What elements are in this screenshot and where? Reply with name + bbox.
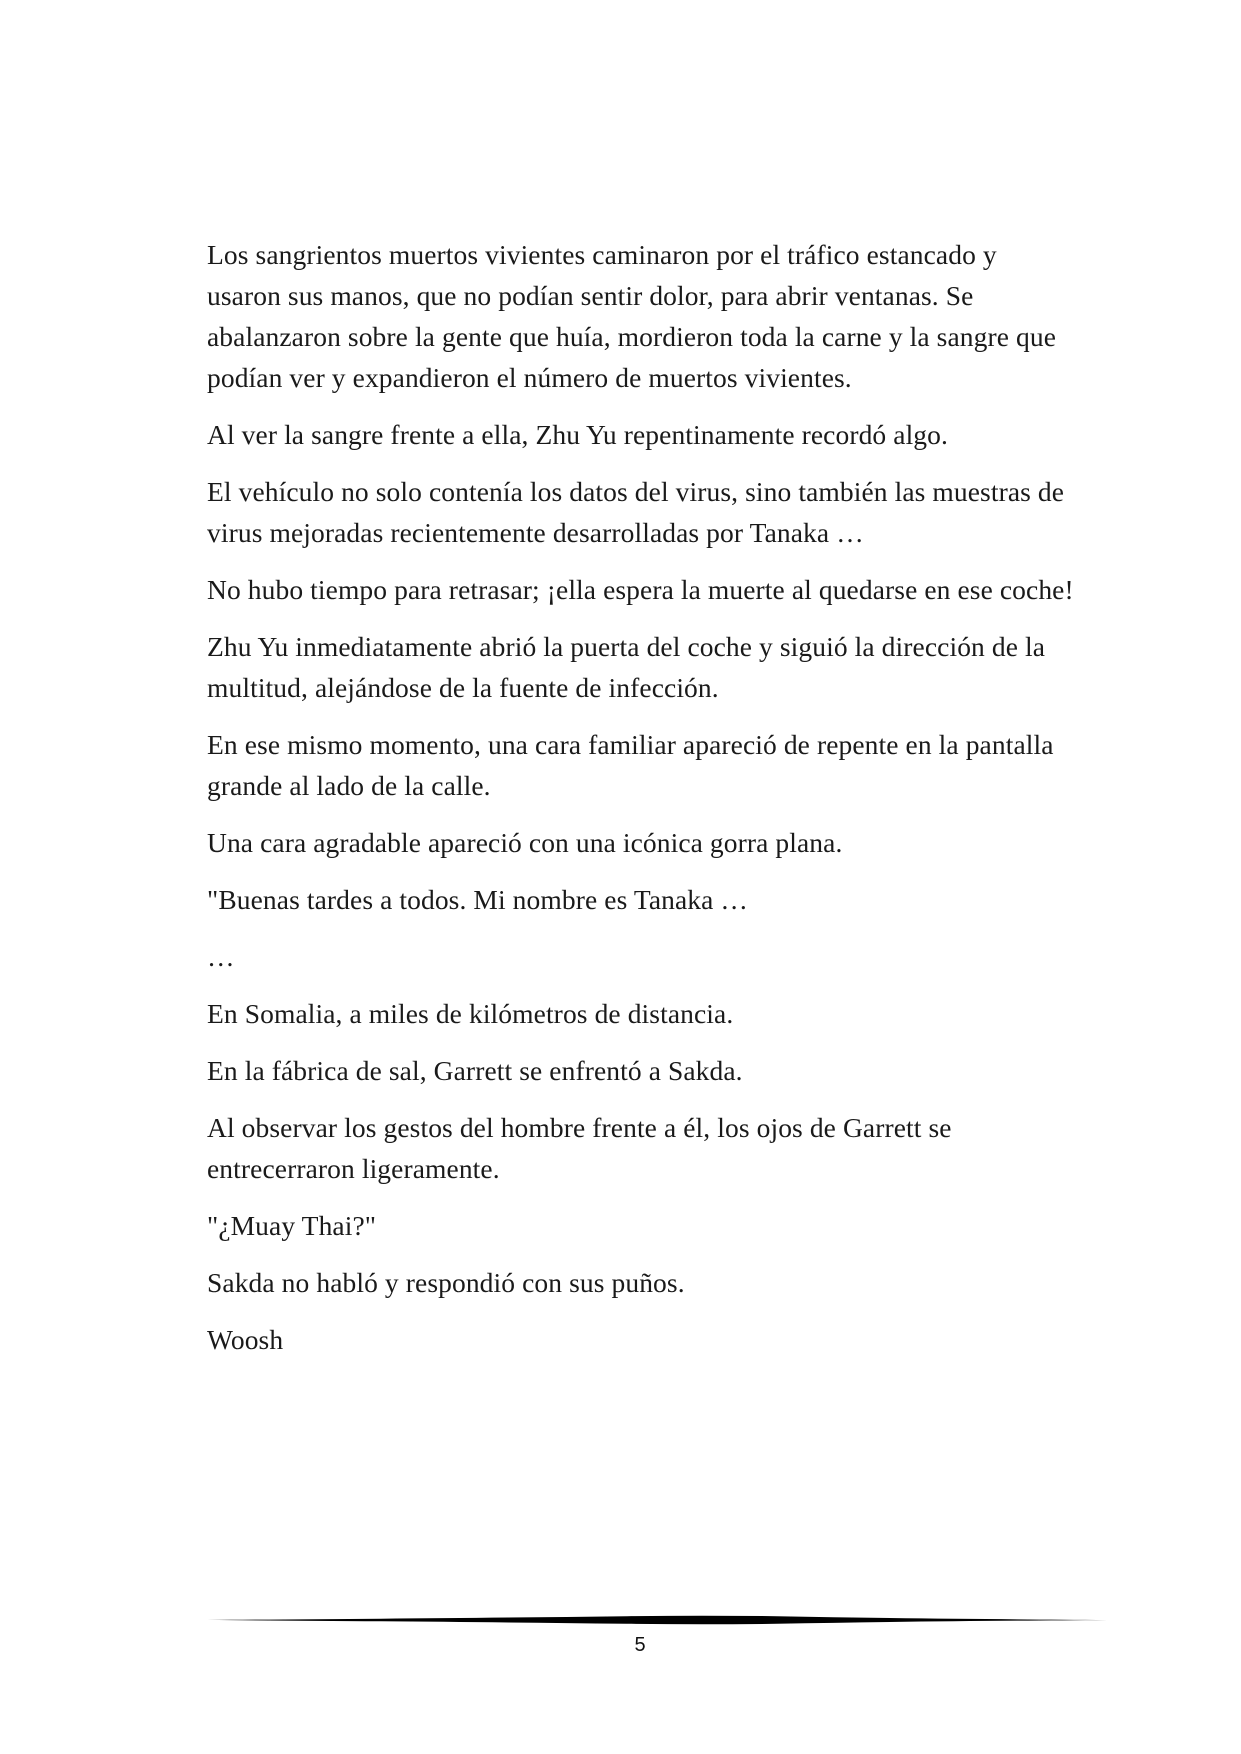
page-body [207, 234, 1077, 1376]
paragraph: No hubo tiempo para retrasar; ¡ella espera la muerte al quedarse en ese coche! [207, 574, 1074, 605]
paragraph: "Buenas tardes a todos. Mi nombre es Tanaka … [207, 884, 749, 915]
paragraph: En ese mismo momento, una cara familiar apareció de repente en la pantalla grande al lado de la calle. [207, 729, 1054, 801]
paragraph: En la fábrica de sal, Garrett se enfrentó a Sakda. [207, 1055, 743, 1086]
paragraph: En Somalia, a miles de kilómetros de distancia. [207, 998, 734, 1029]
paragraph: Los sangrientos muertos vivientes caminaron por el tráfico estancado y usaron sus manos, que no podían sentir dolor, para abrir ventanas. Se abalanzaron sobre la gente que huía, mordieron toda la carne y la sangre que podían ver y expandieron el número de muertos vivientes. [207, 239, 1057, 393]
page-number: 5 [634, 1634, 646, 1656]
paragraph: Una cara agradable apareció con una icónica gorra plana. [207, 827, 843, 858]
paragraph: Zhu Yu inmediatamente abrió la puerta del coche y siguió la dirección de la multitud, alejándose de la fuente de infección. [207, 631, 1046, 703]
paragraph: El vehículo no solo contenía los datos del virus, sino también las muestras de virus mejoradas recientemente desarrolladas por Tanaka … [207, 476, 1065, 548]
footer-divider [207, 1614, 1107, 1626]
paragraph: "¿Muay Thai?" [207, 1210, 377, 1241]
footer-divider-stroke [207, 1616, 1107, 1625]
paragraph: Sakda no habló y respondió con sus puños. [207, 1267, 685, 1298]
paragraph: Woosh [207, 1324, 284, 1355]
paragraph: Al ver la sangre frente a ella, Zhu Yu repentinamente recordó algo. [207, 419, 948, 450]
paragraph: Al observar los gestos del hombre frente a él, los ojos de Garrett se entrecerraron ligeramente. [207, 1112, 952, 1184]
paragraph: … [207, 941, 235, 972]
